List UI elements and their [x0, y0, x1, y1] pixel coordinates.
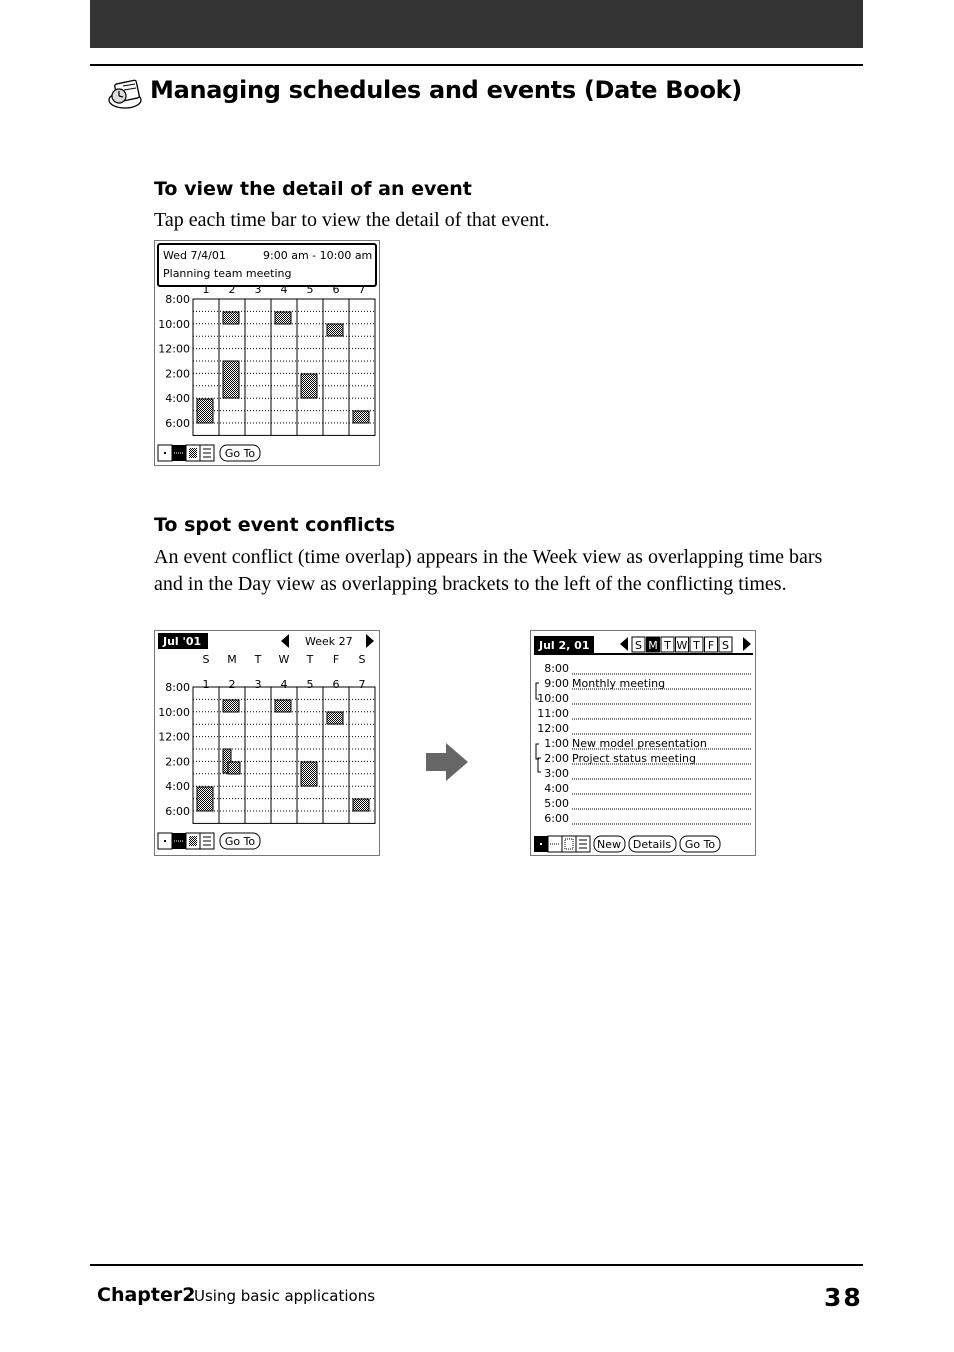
- day-number: 7: [358, 678, 366, 691]
- prev-week-icon[interactable]: [281, 634, 289, 648]
- day-number: 3: [254, 678, 262, 691]
- arrow-right-icon: [424, 741, 470, 783]
- day-time-label: 4:00: [544, 782, 569, 795]
- day-selector-letter[interactable]: T: [693, 639, 700, 652]
- day-number: 5: [306, 678, 314, 691]
- next-week-icon[interactable]: [366, 634, 374, 648]
- event-time-bar[interactable]: [301, 762, 317, 786]
- event-time-bar[interactable]: [228, 762, 240, 774]
- detail-title: Planning team meeting: [163, 267, 292, 280]
- day-number: 4: [280, 678, 288, 691]
- view-selector[interactable]: [158, 833, 214, 849]
- day-selector-letter[interactable]: S: [722, 639, 729, 652]
- event-time-bar[interactable]: [301, 374, 317, 398]
- next-day-icon[interactable]: [743, 637, 751, 651]
- time-label: 6:00: [165, 805, 190, 818]
- day-selector-letter[interactable]: T: [664, 639, 671, 652]
- day-time-label: 1:00: [544, 737, 569, 750]
- day-event-text[interactable]: Project status meeting: [572, 752, 697, 765]
- datebook-icon: [106, 78, 144, 110]
- event-time-bar[interactable]: [223, 700, 239, 712]
- details-label[interactable]: Details: [632, 838, 672, 851]
- time-label: 12:00: [158, 342, 190, 356]
- page-title: Managing schedules and events (Date Book): [150, 76, 742, 104]
- week-label: Week 27: [305, 635, 353, 648]
- day-selector-letter[interactable]: S: [635, 639, 642, 652]
- page-number: 38: [824, 1283, 863, 1312]
- day-time-label: 12:00: [537, 722, 569, 735]
- goto-label[interactable]: Go To: [224, 835, 256, 848]
- header-bar: [90, 0, 863, 48]
- day-letter: F: [332, 653, 340, 666]
- event-time-bar[interactable]: [353, 411, 369, 423]
- day-number: 5: [306, 283, 314, 296]
- date-label: Jul 2, 01: [539, 639, 590, 652]
- time-label: 10:00: [158, 317, 190, 331]
- time-label: 12:00: [158, 730, 190, 744]
- week-view-detail-svg: [155, 241, 379, 465]
- day-letter: S: [358, 653, 366, 666]
- day-time-label: 6:00: [544, 812, 569, 825]
- week-view-screenshot: [154, 630, 380, 856]
- day-number: 2: [228, 283, 236, 296]
- new-label[interactable]: New: [597, 838, 621, 851]
- event-time-bar[interactable]: [223, 312, 239, 324]
- day-view-svg: [531, 631, 755, 855]
- footer-rule: [90, 1264, 863, 1266]
- time-label: 10:00: [158, 705, 190, 719]
- day-time-label: 10:00: [537, 692, 569, 705]
- event-time-bar[interactable]: [197, 399, 213, 423]
- day-letter: T: [254, 653, 262, 666]
- day-time-label: 8:00: [544, 662, 569, 675]
- day-time-label: 2:00: [544, 752, 569, 765]
- event-time-bar[interactable]: [327, 712, 343, 724]
- goto-label[interactable]: Go To: [224, 447, 256, 460]
- day-letter: W: [278, 653, 290, 666]
- event-time-bar[interactable]: [197, 787, 213, 811]
- day-selector-letter[interactable]: F: [707, 639, 715, 652]
- time-label: 6:00: [165, 417, 190, 430]
- header-rule: [90, 64, 863, 66]
- prev-day-icon[interactable]: [620, 637, 628, 651]
- view-selector[interactable]: [534, 836, 590, 852]
- day-event-text[interactable]: Monthly meeting: [572, 677, 666, 690]
- day-time-label: 11:00: [537, 707, 569, 720]
- month-label: Jul '01: [163, 635, 202, 648]
- time-label: 8:00: [165, 293, 190, 306]
- day-time-label: 3:00: [544, 767, 569, 780]
- event-time-bar[interactable]: [223, 361, 239, 398]
- day-time-label: 9:00: [544, 677, 569, 690]
- footer-subtitle: Using basic applications: [194, 1287, 376, 1305]
- day-letter: M: [227, 653, 237, 666]
- footer-chapter: Chapter2: [97, 1284, 196, 1306]
- day-number: 6: [332, 283, 340, 296]
- event-time-bar[interactable]: [275, 700, 291, 712]
- section-body-conflicts: An event conflict (time overlap) appears in the Week view as overlapping time bars and in the Day view as overlapping brackets to the left of the conflicting times.: [154, 546, 823, 595]
- time-label: 4:00: [165, 392, 190, 406]
- day-letter: T: [306, 653, 314, 666]
- week-view-svg: [155, 631, 379, 855]
- conflict-bracket: [538, 758, 541, 772]
- day-number: 3: [254, 283, 262, 296]
- section-heading-conflicts: To spot event conflicts: [154, 514, 396, 536]
- time-label: 4:00: [165, 780, 190, 794]
- day-view-screenshot: [530, 630, 756, 856]
- view-selector[interactable]: [158, 445, 214, 461]
- day-number: 1: [202, 283, 210, 296]
- event-time-bar[interactable]: [327, 324, 343, 336]
- detail-date: Wed 7/4/01: [163, 249, 226, 262]
- day-number: 4: [280, 283, 288, 296]
- conflict-bracket: [536, 744, 539, 759]
- detail-time: 9:00 am - 10:00 am: [263, 249, 373, 262]
- day-number: 2: [228, 678, 236, 691]
- goto-label[interactable]: Go To: [684, 838, 716, 851]
- day-number: 1: [202, 678, 210, 691]
- time-label: 2:00: [165, 755, 190, 769]
- day-selector-letter[interactable]: M: [648, 639, 658, 652]
- section-body-view-detail: Tap each time bar to view the detail of that event.: [154, 209, 550, 231]
- time-label: 2:00: [165, 367, 190, 381]
- day-letter: S: [202, 653, 210, 666]
- day-event-text[interactable]: New model presentation: [572, 737, 707, 750]
- day-time-label: 5:00: [544, 797, 569, 810]
- day-number: 6: [332, 678, 340, 691]
- time-label: 8:00: [165, 681, 190, 694]
- event-time-bar[interactable]: [275, 312, 291, 324]
- day-number: 7: [358, 283, 366, 296]
- event-time-bar[interactable]: [353, 799, 369, 811]
- week-view-detail-screenshot: [154, 240, 380, 466]
- section-heading-view-detail: To view the detail of an event: [154, 178, 472, 200]
- day-selector-letter[interactable]: W: [676, 639, 688, 652]
